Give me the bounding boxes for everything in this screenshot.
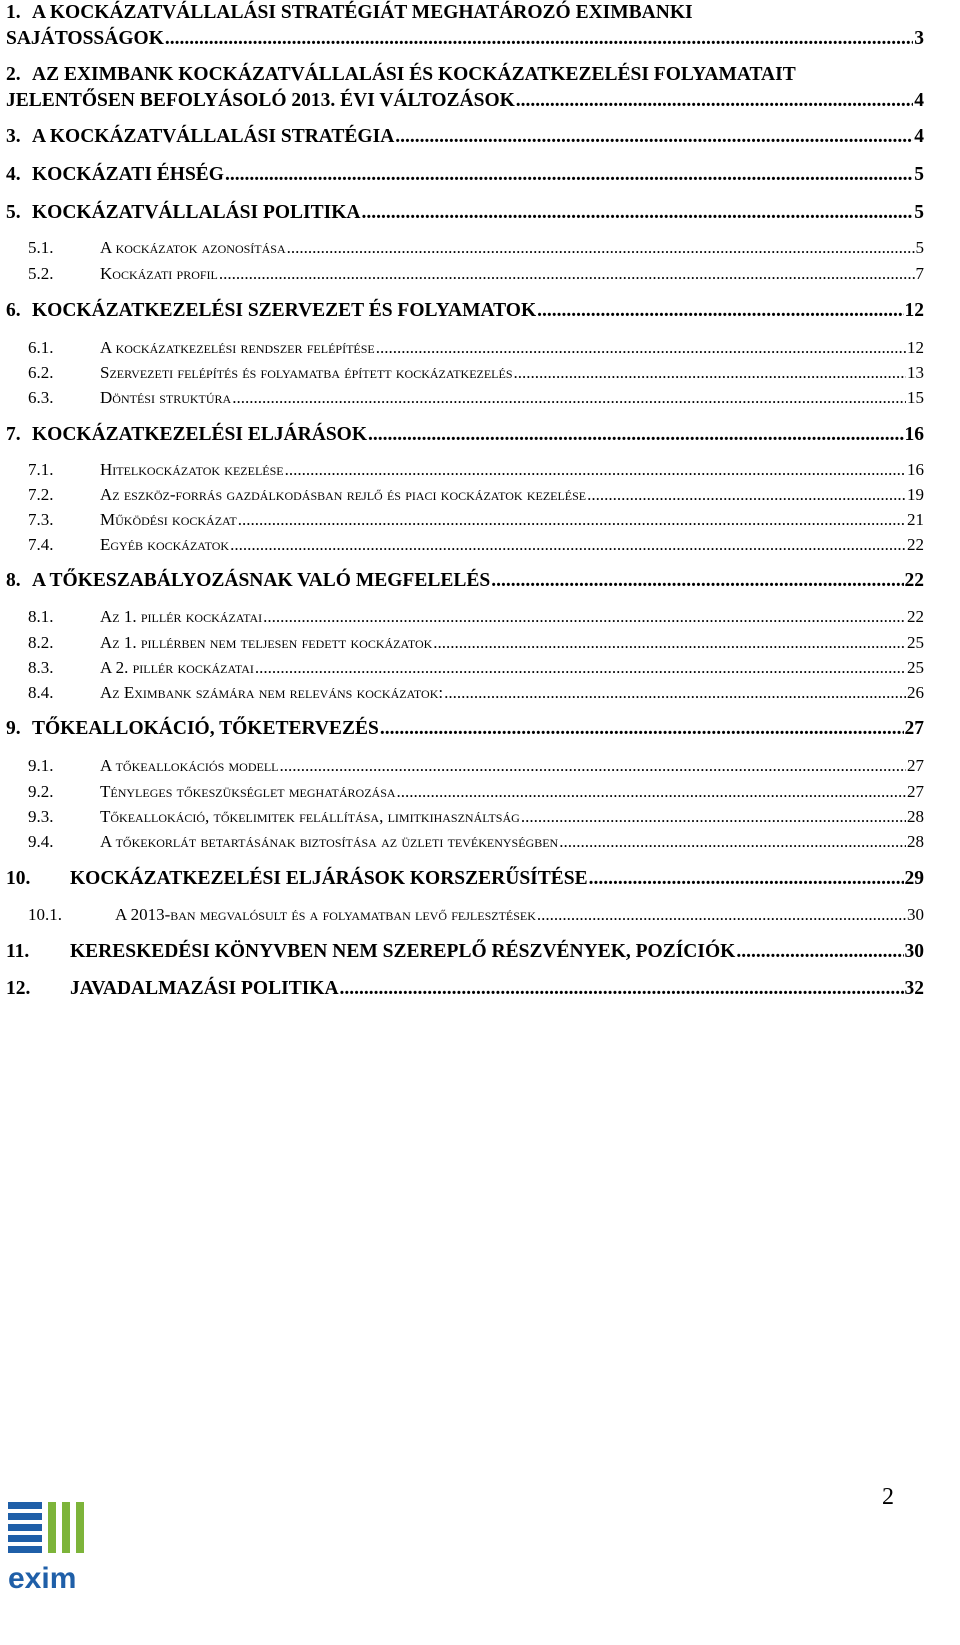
toc-entry-page: 12 (904, 300, 924, 321)
dot-leader (537, 905, 906, 925)
toc-entry-number: 7.1. (28, 460, 54, 479)
toc-entry-page: 5 (914, 202, 924, 223)
toc-entry-page: 32 (904, 978, 924, 999)
toc-entry-title-continued: SAJÁTOSSÁGOK (6, 28, 164, 49)
toc-entry-number: 9.1. (28, 756, 54, 775)
toc-entry-number: 5.1. (28, 238, 54, 257)
dot-leader (285, 460, 906, 480)
toc-entry-number: 2. (6, 64, 21, 85)
toc-entry-page: 16 (907, 460, 924, 479)
toc-entry-number: 3. (6, 126, 21, 147)
toc-entry-title: Az 1. pillér kockázatai (100, 607, 263, 626)
toc-entry-title: Az 1. pillérben nem teljesen fedett kockázatok (100, 633, 433, 652)
toc-entry-page: 25 (907, 633, 924, 652)
toc-entry-number: 11. (6, 941, 30, 962)
toc-entry-number: 9.2. (28, 782, 54, 801)
logo-wordmark: exim (8, 1562, 77, 1595)
dot-leader (362, 202, 914, 224)
toc-entry-page: 19 (907, 485, 924, 504)
toc-entry-title: Az eszköz-forrás gazdálkodásban rejlő és piaci kockázatok kezelése (100, 485, 587, 504)
toc-entry-title: A KOCKÁZATVÁLLALÁSI STRATÉGIÁT MEGHATÁROZÓ EXIMBANKI (32, 2, 693, 23)
dot-leader (589, 868, 904, 890)
toc-entry-title: Szervezeti felépítés és folyamatba épített kockázatkezelés (100, 363, 513, 382)
toc-entry-page: 7 (915, 264, 924, 283)
toc-entry-page: 5 (914, 164, 924, 185)
toc-entry-title: A 2. pillér kockázatai (100, 658, 254, 677)
toc-entry-title: KOCKÁZATVÁLLALÁSI POLITIKA (32, 202, 361, 223)
toc-entry-page: 28 (907, 807, 924, 826)
dot-leader (225, 164, 913, 186)
toc-entry-page: 25 (907, 658, 924, 677)
toc-entry-page: 5 (915, 238, 924, 257)
dot-leader (736, 941, 903, 963)
toc-entry-title: A kockázatok azonosítása (100, 238, 286, 257)
dot-leader (491, 570, 903, 592)
toc-entry-title: A kockázatkezelési rendszer felépítése (100, 338, 375, 357)
toc-entry-number: 6.1. (28, 338, 54, 357)
dot-leader (516, 90, 913, 112)
toc-entry-title: Működési kockázat (100, 510, 237, 529)
dot-leader (368, 424, 903, 446)
dot-leader (587, 485, 906, 505)
dot-leader (395, 126, 913, 148)
dot-leader (263, 607, 906, 627)
toc-entry-page: 27 (904, 718, 924, 739)
toc-entry-number: 9.4. (28, 832, 54, 851)
toc-entry-title: AZ EXIMBANK KOCKÁZATVÁLLALÁSI ÉS KOCKÁZATKEZELÉSI FOLYAMATAIT (32, 64, 796, 85)
toc-entry-title: Egyéb kockázatok (100, 535, 230, 554)
toc-entry-number: 1. (6, 2, 21, 23)
toc-entry-title: JAVADALMAZÁSI POLITIKA (70, 978, 339, 999)
dot-leader (397, 782, 906, 802)
toc-entry-title: Hitelkockázatok kezelése (100, 460, 284, 479)
eximbank-logo-icon (8, 1500, 138, 1640)
toc-entry-title: KERESKEDÉSI KÖNYVBEN NEM SZEREPLŐ RÉSZVÉNYEK, POZÍCIÓK (70, 941, 736, 962)
toc-entry-number: 7.3. (28, 510, 54, 529)
dot-leader (514, 363, 906, 383)
dot-leader (559, 832, 906, 852)
toc-entry-number: 5. (6, 202, 21, 223)
toc-entry-number: 12. (6, 978, 31, 999)
toc-entry-number: 7. (6, 424, 21, 445)
dot-leader (255, 658, 906, 678)
toc-entry-title: KOCKÁZATKEZELÉSI ELJÁRÁSOK KORSZERŰSÍTÉSE (70, 868, 588, 889)
toc-entry-number: 6.2. (28, 363, 54, 382)
dot-leader (280, 756, 907, 776)
dot-leader (238, 510, 906, 530)
toc-entry-number: 7.4. (28, 535, 54, 554)
toc-entry-title: Az Eximbank számára nem releváns kockázatok: (100, 683, 444, 702)
toc-entry-number: 9.3. (28, 807, 54, 826)
toc-entry-number: 8.3. (28, 658, 54, 677)
toc-entry-number: 5.2. (28, 264, 54, 283)
dot-leader (230, 535, 906, 555)
toc-entry-number: 9. (6, 718, 21, 739)
dot-leader (287, 238, 915, 258)
toc-entry-number: 8.1. (28, 607, 54, 626)
toc-entry-page: 15 (907, 388, 924, 407)
toc-entry-page: 16 (904, 424, 924, 445)
toc-entry-page: 26 (907, 683, 924, 702)
toc-entry-page: 12 (907, 338, 924, 357)
toc-entry-title: A TŐKESZABÁLYOZÁSNAK VALÓ MEGFELELÉS (32, 570, 491, 591)
toc-entry-number: 8.2. (28, 633, 54, 652)
toc-entry-number: 10.1. (28, 905, 62, 924)
toc-entry-page: 3 (914, 28, 924, 49)
toc-entry-number: 6.3. (28, 388, 54, 407)
toc-entry-number: 10. (6, 868, 31, 889)
toc-entry-page: 28 (907, 832, 924, 851)
dot-leader (433, 633, 906, 653)
dot-leader (219, 264, 915, 284)
dot-leader (537, 300, 903, 322)
toc-entry-title: Döntési struktúra (100, 388, 232, 407)
toc-entry-page: 27 (907, 782, 924, 801)
toc-entry-page: 4 (914, 90, 924, 111)
eximbank-logo (8, 1500, 138, 1640)
toc-entry-title: A tőkekorlát betartásának biztosítása az üzleti tevékenységben (100, 832, 559, 851)
toc-entry-title: Tőkeallokáció, tőkelimitek felállítása, limitkihasználtság (100, 807, 520, 826)
toc-entry-page: 22 (904, 570, 924, 591)
toc-entry-page: 4 (914, 126, 924, 147)
toc-entry-title: KOCKÁZATKEZELÉSI ELJÁRÁSOK (32, 424, 368, 445)
toc-entry-title: Kockázati profil (100, 264, 218, 283)
dot-leader (521, 807, 906, 827)
toc-entry-title: Tényleges tőkeszükséglet meghatározása (100, 782, 396, 801)
toc-entry-page: 27 (907, 756, 924, 775)
toc-entry-title: TŐKEALLOKÁCIÓ, TŐKETERVEZÉS (32, 718, 379, 739)
toc-entry-page: 21 (907, 510, 924, 529)
toc-entry-number: 8. (6, 570, 21, 591)
toc-entry-number: 7.2. (28, 485, 54, 504)
dot-leader (376, 338, 906, 358)
toc-entry-page: 22 (907, 535, 924, 554)
dot-leader (165, 28, 913, 50)
toc-entry-number: 4. (6, 164, 21, 185)
toc-entry-title: KOCKÁZATKEZELÉSI SZERVEZET ÉS FOLYAMATOK (32, 300, 537, 321)
toc-entry-page: 30 (907, 905, 924, 924)
toc-entry-page: 29 (904, 868, 924, 889)
dot-leader (232, 388, 906, 408)
dot-leader (380, 718, 904, 740)
toc-entry-page: 22 (907, 607, 924, 626)
toc-entry-title: A tőkeallokációs modell (100, 756, 279, 775)
page-number: 2 (882, 1484, 894, 1510)
dot-leader (340, 978, 904, 1000)
dot-leader (444, 683, 906, 703)
toc-entry-number: 8.4. (28, 683, 54, 702)
toc-entry-page: 30 (904, 941, 924, 962)
toc-entry-title: A KOCKÁZATVÁLLALÁSI STRATÉGIA (32, 126, 395, 147)
toc-entry-title: KOCKÁZATI ÉHSÉG (32, 164, 224, 185)
toc-entry-page: 13 (907, 363, 924, 382)
toc-entry-title-continued: JELENTŐSEN BEFOLYÁSOLÓ 2013. ÉVI VÁLTOZÁSOK (6, 90, 515, 111)
toc-entry-number: 6. (6, 300, 21, 321)
toc-entry-title: A 2013-ban megvalósult és a folyamatban levő fejlesztések (115, 905, 536, 924)
